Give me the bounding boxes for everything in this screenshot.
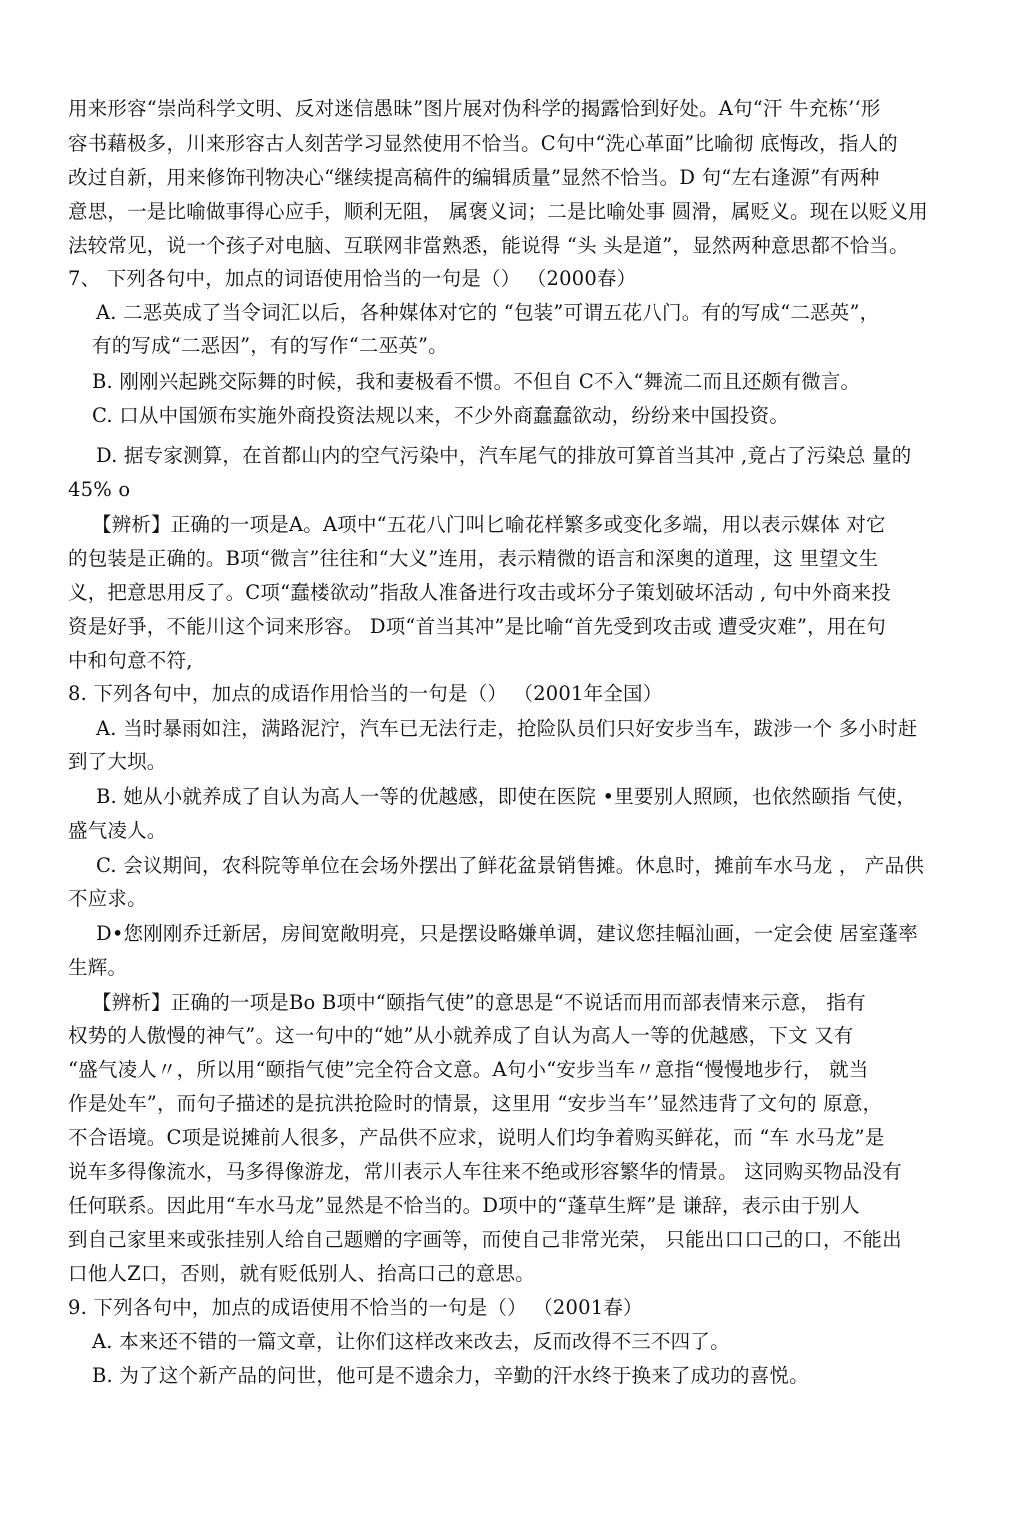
text-line: 法较常见，说一个孩子对电脑、互联网非當熟悉，能说得 “头 头是道”，显然两种意思都不恰当。	[68, 234, 909, 257]
option-a: A. 本来还不错的一篇文章，让你们这样改来改去，反而改得不三不四了。	[92, 1330, 730, 1353]
text-line: 不应求。	[68, 887, 147, 910]
analysis-paragraph: 【辨析】正确的一项是A。A项中“五花八门叫匕喻花样繁多或变化多端，用以表示媒体 对它	[92, 513, 886, 536]
text-line: 不合语境。C项是说摊前人很多，产品供不应求，说明人们均争着购买鲜花，而 “车 水马龙”是	[68, 1126, 885, 1149]
question-header: 8. 下列各句中，加点的成语作用恰当的一句是（） （2001年全国）	[68, 682, 663, 705]
text-line: 改过自新，用来修饰刊物决心“继续提高稿件的编辑质量”显然不恰当。D 句“左右逢源”有两种	[68, 166, 880, 189]
option-b: B. 为了这个新产品的问世，他可是不遗余力，辛勤的汗水终于换来了成功的喜悦。	[92, 1364, 809, 1387]
text-line: 作是处车”，而句子描述的是抗洪抢险时的情景，这里用 “安步当车’’显然违背了文句的 原意，	[68, 1092, 883, 1115]
text-line: 权势的人傲慢的神气”。这一句中的“她”从小就养成了自认为高人一等的优越感，下文 又有	[68, 1024, 854, 1047]
option-d: D. 据专家测算，在首都山内的空气污染中，汽车尾气的排放可算首当其冲 ,竟占了污染总 量的	[96, 444, 912, 467]
option-b: B. 她从小就养成了自认为高人一等的优越感，即使在医院 •里要别人照顾，也依然颐指 气使，	[96, 785, 917, 808]
option-a: A. 当时暴雨如注，满路泥泞，汽车已无法行走，抢险队员们只好安步当车，跋涉一个 多小时赶	[96, 717, 918, 740]
text-line: 45% o	[68, 478, 131, 501]
text-line: 生辉。	[68, 956, 128, 979]
text-line: 意思，一是比喻做事得心应手，顺利无阻， 属褒义词；二是比喻处事 圆滑，属贬义。现在以贬义用	[68, 200, 928, 223]
text-line: 有的写成“二恶因”，有的写作“二巫英”。	[92, 334, 448, 357]
text-line: 说车多得像流水，马多得像游龙，常川表示人车往来不绝或形容繁华的情景。 这同购买物品没有	[68, 1160, 902, 1183]
text-line: 资是好爭，不能川这个词来形容。 D项“首当其冲”是比喻“首先受到攻击或 遭受灾难”，用在句	[68, 615, 886, 638]
text-line: 口他人Z口，否则，就有贬低别人、抬高口己的意思。	[68, 1262, 535, 1285]
question-header: 7、 下列各句中，加点的词语使用恰当的一句是（） （2000春）	[68, 267, 637, 290]
question-header: 9. 下列各句中，加点的成语使用不恰当的一句是（） （2001春）	[68, 1296, 643, 1319]
option-c: C. 会议期间，农科院等单位在会场外摆出了鲜花盆景销售摊。休息时，摊前车水马龙 ， 产品供	[96, 854, 925, 877]
analysis-paragraph: 【辨析】正确的一项是Bo B项中“颐指气使”的意思是“不说话而用而部表情来示意， 指有	[92, 991, 866, 1014]
text-line: 到自己家里来或张挂别人给自己题赠的字画等，而使自己非常光荣， 只能出口口己的口，不能出	[68, 1228, 902, 1251]
text-line: 到了大坝。	[68, 750, 167, 773]
text-line: 任何联系。因此用“车水马龙”显然是不恰当的。D项中的“蓬草生辉”是 谦辞，表示由于别人	[68, 1194, 860, 1217]
option-b: B. 刚刚兴起跳交际舞的时候，我和妻极看不惯。不但自 C不入“舞流二而且还颇有微言。	[92, 370, 861, 393]
option-c: C. 口从中国颁布实施外商投资法规以来，不少外商蠢蠢欲动，纷纷来中国投资。	[92, 404, 790, 427]
text-line: 容书藉极多，川来形容古人刻苦学习显然使用不恰当。C句中“洗心革面”比喻彻 底悔改，指人的	[68, 132, 898, 155]
text-line: 的包装是正确的。B项“微言”往往和“大义”连用，表示精微的语言和深奥的道理，这 里望文生	[68, 547, 879, 570]
option-a: A. 二恶英成了当令词汇以后，各种媒体对它的 “包装”可谓五花八门。有的写成“二恶英”，	[96, 301, 880, 324]
text-line: 用来形容“崇尚科学文明、反对迷信愚昧”图片展对伪科学的揭露恰到好处。A句“汗 牛充栋’‘形	[68, 97, 881, 120]
text-line: “盛气凌人〃，所以用“颐指气使”完全符合文意。A句小“安步当车〃意指“慢慢地步行， 就当	[68, 1058, 869, 1081]
option-d: D•您刚刚乔迁新居，房间宽敞明亮，只是摆设略嫌单调，建议您挂幅汕画，一定会使 居室蓬率	[96, 922, 918, 945]
text-line: 义，把意思用反了。C项“蠢楼欲动”指敌人准备进行攻击或坏分子策划破坏活动 , 句中外商来投	[68, 581, 891, 604]
text-line: 盛气凌人。	[68, 819, 167, 842]
text-line: 中和句意不符,	[68, 649, 193, 672]
